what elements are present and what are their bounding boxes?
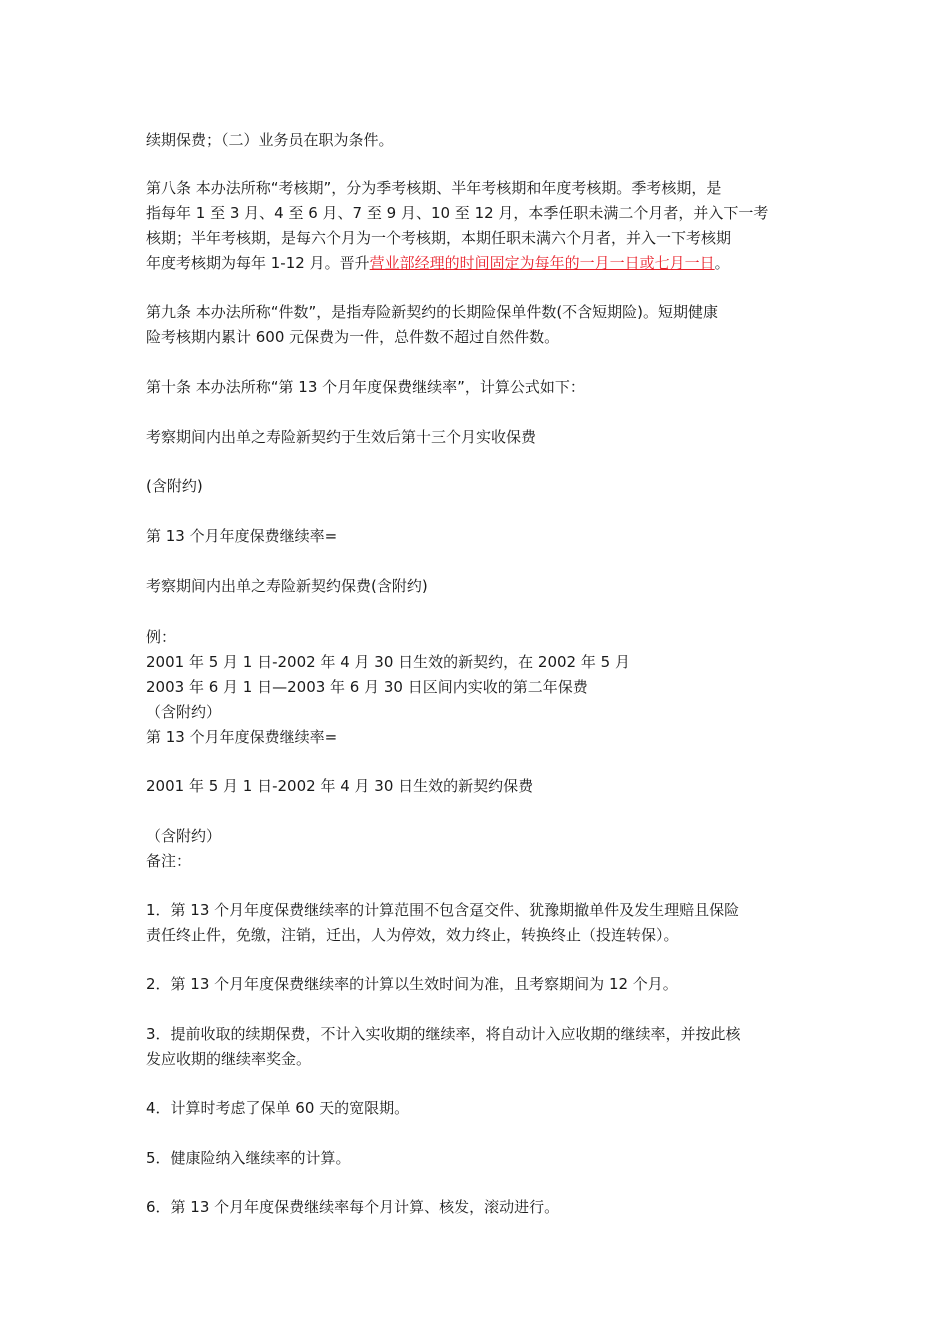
- promotion-date-highlight: 营业部经理的时间固定为每年的一月一日或七月一日: [369, 254, 715, 272]
- formula-lhs: 第 13 个月年度保费继续率=: [146, 527, 338, 545]
- paragraph-continued: 续期保费；（二）业务员在职为条件。: [146, 131, 394, 149]
- article-8-line-3: 核期；半年考核期，是每六个月为一个考核期，本期任职未满六个月者，并入一下考核期: [146, 229, 732, 247]
- example-denominator: 2001 年 5 月 1 日-2002 年 4 月 30 日生效的新契约保费: [146, 777, 534, 795]
- example-note-1: （含附约）: [146, 703, 222, 721]
- example-lhs: 第 13 个月年度保费继续率=: [146, 728, 338, 746]
- note-3-line-2: 发应收期的继续率奖金。: [146, 1050, 312, 1068]
- article-8-line-2: 指每年 1 至 3 月、4 至 6 月、7 至 9 月、10 至 12 月，本季任职未满二个月者，并入下一考: [146, 204, 769, 222]
- note-2: 2．第 13 个月年度保费继续率的计算以生效时间为准，且考察期间为 12 个月。: [146, 975, 678, 993]
- note-1-line-2: 责任终止件，免缴，注销，迁出，人为停效，效力终止，转换终止（投连转保）。: [146, 926, 679, 944]
- note-3-line-1: 3．提前收取的续期保费，不计入实收期的继续率，将自动计入应收期的继续率，并按此核: [146, 1025, 741, 1043]
- article-8-line-4-prefix: 年度考核期为每年 1-12 月。晋升: [146, 254, 370, 272]
- article-8-line-1: 第八条 本办法所称“考核期”，分为季考核期、半年考核期和年度考核期。季考核期，是: [146, 179, 722, 197]
- note-1-line-1: 1．第 13 个月年度保费继续率的计算范围不包含趸交件、犹豫期撤单件及发生理赔且保险: [146, 901, 740, 919]
- note-4: 4．计算时考虑了保单 60 天的宽限期。: [146, 1099, 410, 1117]
- example-label: 例：: [146, 628, 177, 646]
- example-note-2: （含附约）: [146, 827, 222, 845]
- article-10: 第十条 本办法所称“第 13 个月年度保费继续率”，计算公式如下：: [146, 378, 585, 396]
- formula-numerator: 考察期间内出单之寿险新契约于生效后第十三个月实收保费: [146, 428, 537, 446]
- article-8-line-4-suffix: 。: [714, 254, 730, 272]
- article-9-line-2: 险考核期内累计 600 元保费为一件，总件数不超过自然件数。: [146, 328, 560, 346]
- formula-denominator: 考察期间内出单之寿险新契约保费(含附约): [146, 577, 428, 595]
- example-line-1: 2001 年 5 月 1 日-2002 年 4 月 30 日生效的新契约，在 2002 年 5 月: [146, 653, 630, 671]
- article-9-line-1: 第九条 本办法所称“件数”，是指寿险新契约的长期险保单件数(不含短期险)。短期健康: [146, 303, 719, 321]
- example-line-2: 2003 年 6 月 1 日—2003 年 6 月 30 日区间内实收的第二年保费: [146, 678, 588, 696]
- note-6: 6．第 13 个月年度保费继续率每个月计算、核发，滚动进行。: [146, 1198, 560, 1216]
- notes-label: 备注：: [146, 852, 192, 870]
- formula-numerator-note: (含附约): [146, 477, 203, 495]
- note-5: 5．健康险纳入继续率的计算。: [146, 1149, 351, 1167]
- article-8-line-4: [146, 251, 818, 276]
